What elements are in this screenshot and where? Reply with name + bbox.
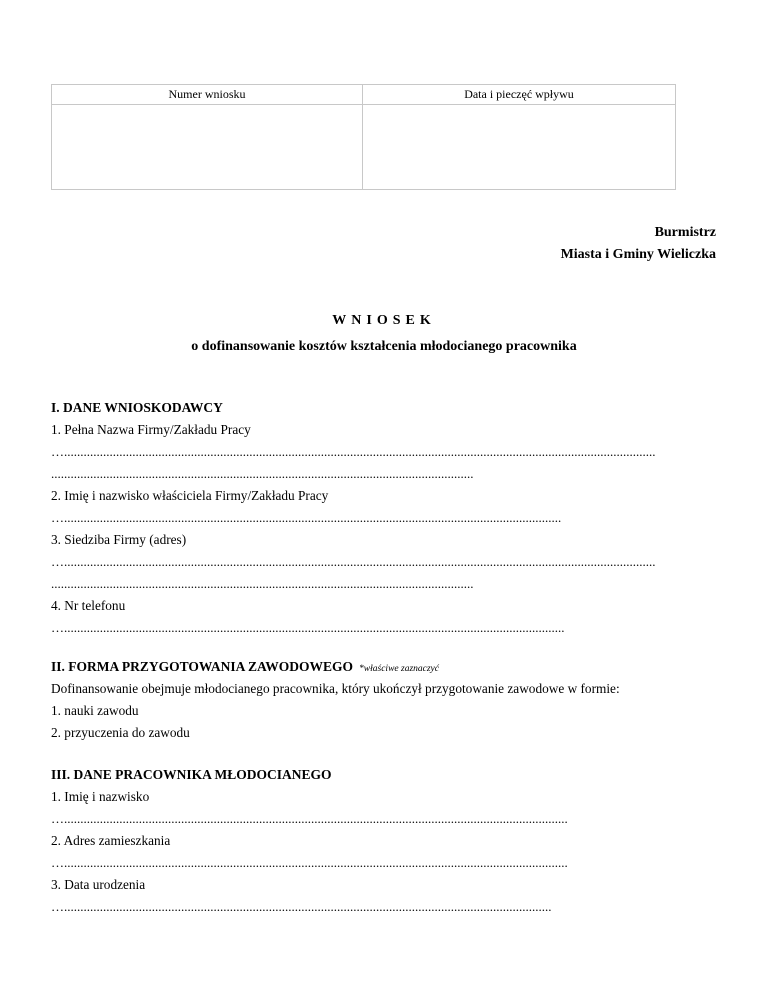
owner-name-input-line[interactable]: …......................................................................................................................................................... <box>51 510 562 525</box>
phone-label: 4. Nr telefonu <box>51 598 126 613</box>
application-number-header: Numer wniosku <box>52 85 363 105</box>
company-name-label: 1. Pełna Nazwa Firmy/Zakładu Pracy <box>51 422 251 437</box>
phone-input-line[interactable]: ….......................................................................................................................................................... <box>51 620 565 635</box>
document-title: WNIOSEK <box>332 313 436 328</box>
receipt-date-stamp-header: Data i pieczęć wpływu <box>363 85 676 105</box>
section2-description: Dofinansowanie obejmuje młodocianego pracownika, który ukończył przygotowanie zawodowe w formie: <box>51 681 620 696</box>
employee-address-input-line[interactable]: …........................................................................................................................................................... <box>51 855 568 870</box>
application-number-field[interactable] <box>52 105 363 190</box>
birth-date-input-line[interactable]: …...................................................................................................................................................... <box>51 899 552 914</box>
company-name-input-line[interactable]: …...................................................................................................................................................................................... <box>51 444 656 459</box>
receipt-date-stamp-field[interactable] <box>363 105 676 190</box>
company-address-input-line[interactable]: …...................................................................................................................................................................................... <box>51 554 656 569</box>
addressee-office: Miasta i Gminy Wieliczka <box>560 247 716 262</box>
document-subtitle: o dofinansowanie kosztów kształcenia młodocianego pracownika <box>191 339 577 354</box>
option-vocational-training[interactable]: 1. nauki zawodu <box>51 703 139 718</box>
employee-name-label: 1. Imię i nazwisko <box>51 789 150 804</box>
section1-heading: I. DANE WNIOSKODAWCY <box>51 400 223 415</box>
owner-name-label: 2. Imię i nazwisko właściciela Firmy/Zakładu Pracy <box>51 488 329 503</box>
addressee-title: Burmistrz <box>654 225 716 240</box>
section2-heading-text: II. FORMA PRZYGOTOWANIA ZAWODOWEGO <box>51 659 354 674</box>
section3-heading: III. DANE PRACOWNIKA MŁODOCIANEGO <box>51 767 332 782</box>
option-job-training[interactable]: 2. przyuczenia do zawodu <box>51 725 190 740</box>
intake-table <box>51 84 676 190</box>
section2-heading <box>51 659 439 675</box>
company-address-input-line-2[interactable]: .................................................................................................................................. <box>51 576 474 591</box>
company-address-label: 3. Siedziba Firmy (adres) <box>51 532 187 547</box>
company-name-input-line-2[interactable]: .................................................................................................................................. <box>51 466 474 481</box>
employee-name-input-line[interactable]: …........................................................................................................................................................... <box>51 811 568 826</box>
employee-address-label: 2. Adres zamieszkania <box>51 833 171 848</box>
birth-date-label: 3. Data urodzenia <box>51 877 146 892</box>
section2-note: *właściwe zaznaczyć <box>359 664 439 674</box>
